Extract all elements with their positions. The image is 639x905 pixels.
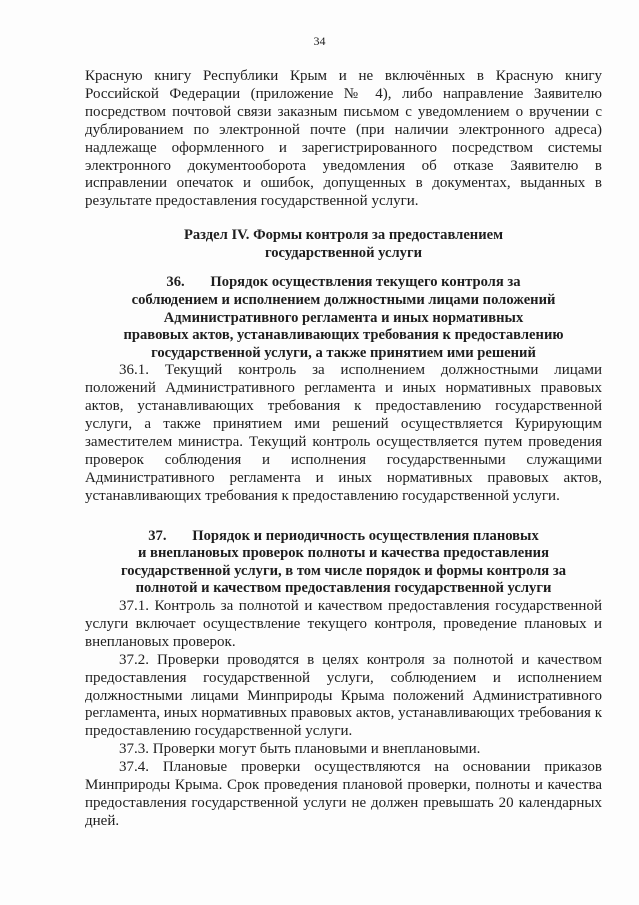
heading-37-line: и внеплановых проверок полноты и качества предоставления xyxy=(138,545,549,562)
paragraph-37-4: 37.4. Плановые проверки осуществляются на основании приказов Минприроды Крыма. Срок проведения плановой проверки, полноты и качества предоставления государственной услуги не должен превышать 20 календарных дней. xyxy=(85,759,602,829)
section-heading xyxy=(85,227,602,262)
paragraph-37-2: 37.2. Проверки проводятся в целях контроля за полнотой и качеством предоставления государственной услуги, соблюдением и исполнением должностными лицами Минприроды Крыма положений Административного регламента, иных нормативных правовых актов, устанавливающих требования к предоставлению государственной услуги. xyxy=(85,651,602,740)
heading-37-line xyxy=(85,528,602,546)
heading-36-line: правовых актов, устанавливающих требования к предоставлению xyxy=(123,327,564,344)
heading-37 xyxy=(85,528,602,598)
heading-37-number: 37. xyxy=(148,527,167,544)
section-heading-line: Раздел IV. Формы контроля за предоставлением xyxy=(183,227,504,244)
heading-36 xyxy=(85,274,602,362)
heading-36-text: Порядок осуществления текущего контроля за xyxy=(210,274,521,291)
heading-36-number: 36. xyxy=(166,274,185,291)
heading-37-text: Порядок и периодичность осуществления плановых xyxy=(192,527,539,544)
paragraph-37-3: 37.3. Проверки могут быть плановыми и внеплановыми. xyxy=(119,741,481,758)
heading-36-line: государственной услуги, а также принятием ими решений xyxy=(151,344,536,361)
heading-36-line xyxy=(85,274,602,292)
heading-37-line: полнотой и качеством предоставления государственной услуги xyxy=(135,580,552,597)
intro-paragraph: Красную книгу Республики Крым и не включённых в Красную книгу Российской Федерации (приложение № 4), либо направление Заявителю посредством почтовой связи заказным письмом с уведомлением о вручении с дублированием по электронной почте (при наличии электронного адреса) надлежаще оформленного и зарегистрированного посредством системы электронного документооборота уведомления об отказе Заявителю в исправлении опечаток и ошибок, допущенных в документах, выданных в результате предоставления государственной услуги. xyxy=(85,68,602,210)
paragraph-37-1: 37.1. Контроль за полнотой и качеством предоставления государственной услуги включает осуществление текущего контроля, проведение плановых и внеплановых проверок. xyxy=(85,598,602,650)
heading-37-line: государственной услуги, в том числе порядок и формы контроля за xyxy=(120,562,567,579)
document-body xyxy=(85,68,602,831)
section-heading-line: государственной услуги xyxy=(264,244,423,261)
paragraph-36-1: 36.1. Текущий контроль за исполнением должностными лицами положений Административного регламента и иных нормативных правовых актов, устанавливающих требования к предоставлению государственной услуги, а также принятием ими решений осуществляется Курирующим заместителем министра. Текущий контроль осуществляется путем проведения проверок соблюдения и исполнения государственными служащими Административного регламента и иных нормативных правовых актов, устанавливающих требования к предоставлению государственной услуги. xyxy=(85,362,602,504)
page-number: 34 xyxy=(313,34,326,48)
heading-36-line: соблюдением и исполнением должностными лицами положений xyxy=(131,292,556,309)
heading-36-line: Административного регламента и иных нормативных xyxy=(163,309,524,326)
